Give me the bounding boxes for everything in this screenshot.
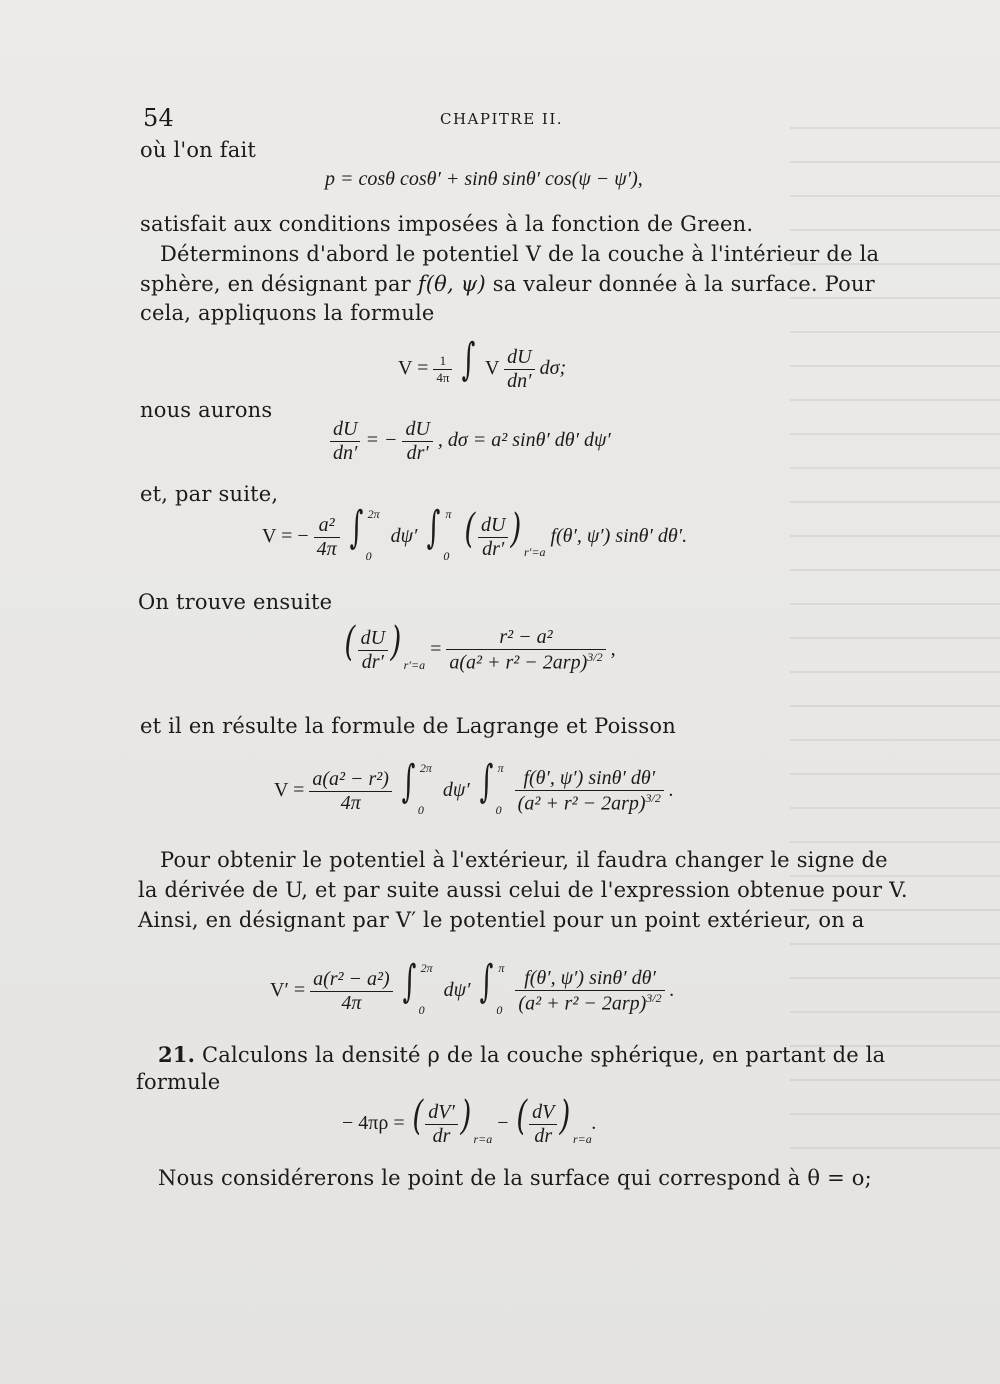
eq-tail: dσ; [539, 357, 567, 379]
upper-limit: π [498, 961, 505, 975]
text-line: nous aurons [140, 398, 273, 422]
fraction [446, 626, 605, 675]
paren: ) [460, 1093, 472, 1139]
eq-lhs: V = [274, 779, 305, 801]
denominator: 4π [341, 991, 362, 1014]
fraction [529, 1101, 557, 1148]
text-line: où l'on fait [140, 138, 257, 162]
denominator: dr′ [482, 537, 505, 560]
eq-tail: . [591, 1112, 597, 1134]
fraction [425, 1101, 458, 1148]
numerator: f(θ′, ψ′) sinθ′ dθ′ [515, 767, 664, 791]
fraction [330, 418, 360, 465]
numerator: dU [478, 514, 508, 538]
eq-tail: , [610, 638, 616, 660]
denominator: 4π [316, 537, 337, 560]
eq-lhs: V′ = [270, 979, 306, 1001]
denominator [515, 791, 664, 816]
text-line: satisfait aux conditions imposées à la fonction de Green. [140, 212, 754, 236]
equation-4 [342, 619, 616, 675]
math-inline: f(θ, ψ) [417, 272, 486, 296]
integral-sign: ∫ [479, 756, 494, 807]
numerator: dU [330, 418, 360, 442]
fraction [478, 514, 508, 561]
numerator: f(θ′, ψ′) sinθ′ dθ′ [515, 967, 664, 991]
fraction [310, 968, 393, 1015]
text-line [140, 242, 880, 266]
fraction [433, 353, 452, 386]
paren: ( [515, 1093, 527, 1139]
paren: ( [344, 619, 356, 665]
text-line: et il en résulte la formule de Lagrange et Poisson [140, 714, 676, 738]
eq-lhs: V = [398, 357, 429, 379]
eq-operator: − [497, 1112, 509, 1134]
text-line: Pour obtenir le potentiel à l'extérieur, il faudra changer le signe de [160, 848, 888, 872]
numerator: dU [358, 627, 388, 651]
fraction [309, 768, 392, 815]
upper-limit: 2π [420, 961, 433, 975]
integral-sign: ∫ [480, 956, 494, 1007]
denominator: 4π [436, 369, 450, 385]
page-number: 54 [143, 104, 174, 132]
text-line: et, par suite, [140, 482, 279, 506]
text-span: Déterminons d'abord le potentiel V de la couche à l'intérieur de la [160, 242, 880, 266]
numerator: dV [529, 1101, 557, 1125]
eq-lhs: − 4πρ = [342, 1112, 405, 1134]
eq-operator: = [430, 638, 442, 660]
paren: ( [411, 1093, 423, 1139]
lower-limit: 0 [496, 1003, 503, 1017]
lower-limit: 0 [365, 549, 372, 563]
text-span: sa valeur donnée à la surface. Pour [492, 272, 875, 296]
fraction [515, 767, 664, 816]
integral-sign: ∫ [427, 502, 441, 553]
upper-limit: 2π [367, 507, 380, 521]
lower-limit: 0 [443, 549, 450, 563]
integral-sign: ∫ [349, 502, 364, 553]
running-header: CHAPITRE II. [440, 110, 564, 128]
eq-term: dψ′ [390, 525, 418, 547]
denominator [446, 650, 605, 675]
eq-term: dψ′ [443, 979, 471, 1001]
numerator: dU [504, 346, 534, 370]
equation-7 [342, 1093, 597, 1148]
denominator: dr [534, 1124, 553, 1147]
exponent: 3/2 [587, 650, 603, 665]
upper-limit: 2π [419, 761, 432, 775]
section-number: 21. [158, 1042, 196, 1067]
text-line: cela, appliquons la formule [140, 301, 435, 325]
exponent: 3/2 [646, 991, 662, 1006]
denominator: 4π [340, 791, 361, 814]
subscript: r′=a [403, 658, 426, 672]
fraction [504, 346, 534, 393]
paren: ) [559, 1093, 571, 1139]
integral-sign: ∫ [462, 334, 476, 385]
text-line: formule [136, 1070, 221, 1094]
denominator-text: (a² + r² − 2arp) [517, 792, 646, 815]
lower-limit: 0 [418, 1003, 425, 1017]
denominator: dr [432, 1124, 451, 1147]
paren: ) [390, 619, 402, 665]
eq-tail: . [669, 979, 675, 1001]
upper-limit: π [445, 507, 452, 521]
equation-1 [398, 334, 567, 393]
denominator: dr′ [406, 442, 429, 464]
equation-p: p = cosθ cosθ′ + sinθ sinθ′ cos(ψ − ψ′), [325, 168, 643, 190]
eq-tail: f(θ′, ψ′) sinθ′ dθ′. [550, 525, 688, 547]
integral-sign: ∫ [402, 956, 417, 1007]
fraction [515, 967, 664, 1016]
text-line: Ainsi, en désignant par V′ le potentiel pour un point extérieur, on a [138, 908, 865, 932]
text-line: On trouve ensuite [138, 590, 333, 614]
denominator-text: (a² + r² − 2arp) [518, 992, 647, 1015]
text-line: la dérivée de U, et par suite aussi celui de l'expression obtenue pour V. [138, 878, 908, 902]
numerator: a² [314, 514, 340, 538]
numerator: 1 [433, 353, 452, 370]
denominator: dr′ [361, 650, 384, 673]
subscript: r=a [473, 1132, 493, 1146]
eq-term: dψ′ [442, 779, 470, 801]
eq-lhs: V = − [262, 525, 309, 547]
numerator: dU [402, 418, 432, 442]
denominator [515, 991, 664, 1016]
paren: ( [464, 506, 476, 552]
text-line [140, 272, 875, 296]
fraction [402, 418, 432, 465]
integral-sign: ∫ [401, 756, 416, 807]
denominator-text: a(a² + r² − 2arp) [449, 651, 588, 674]
fraction [314, 514, 340, 561]
paren: ) [510, 506, 522, 552]
text-span: Calculons la densité ρ de la couche sphérique, en partant de la [202, 1043, 886, 1067]
equation-3 [262, 502, 688, 563]
upper-limit: π [497, 761, 504, 775]
exponent: 3/2 [645, 791, 661, 806]
lower-limit: 0 [495, 803, 502, 817]
numerator: r² − a² [446, 626, 605, 650]
eq-operator: = − [365, 429, 398, 452]
numerator: dV′ [425, 1101, 458, 1125]
text-line [158, 1042, 885, 1067]
equation-5 [274, 756, 674, 817]
fraction [358, 627, 388, 674]
text-line: Nous considérerons le point de la surface qui correspond à θ = o; [158, 1166, 872, 1190]
numerator: a(r² − a²) [310, 968, 393, 992]
eq-tail: , dσ = a² sinθ′ dθ′ dψ′ [437, 429, 611, 452]
equation-2 [330, 418, 611, 465]
eq-tail: . [668, 779, 674, 801]
numerator: a(a² − r²) [309, 768, 392, 792]
eq-term: V [485, 357, 500, 379]
subscript: r=a [572, 1132, 592, 1146]
denominator: dn′ [333, 442, 358, 464]
subscript: r′=a [524, 545, 546, 559]
equation-6 [270, 956, 675, 1017]
denominator: dn′ [507, 369, 532, 392]
text-span: sphère, en désignant par [140, 272, 411, 296]
lower-limit: 0 [417, 803, 424, 817]
